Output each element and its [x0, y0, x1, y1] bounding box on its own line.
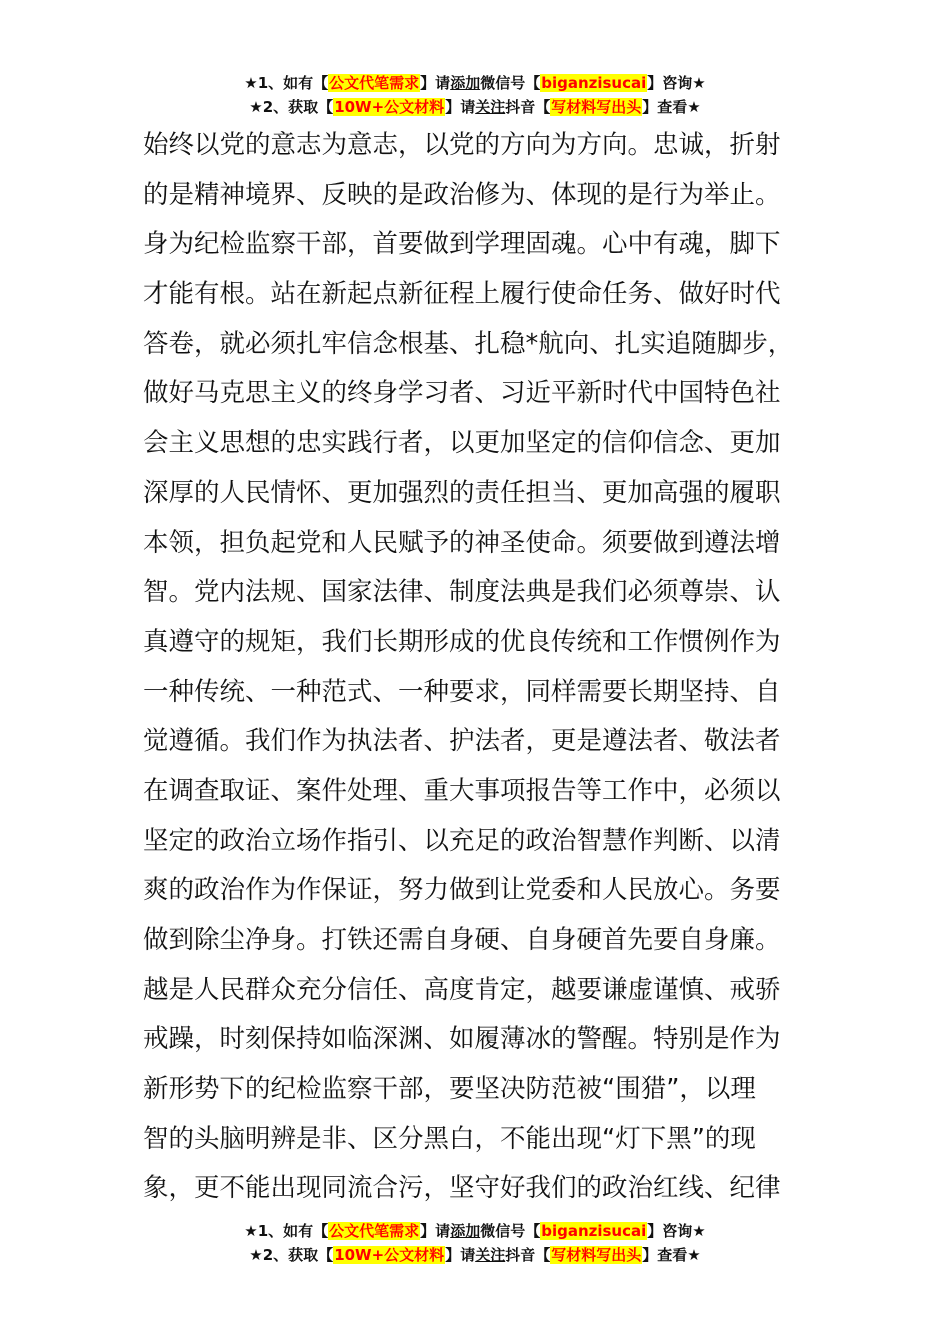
header-line-1	[0, 71, 950, 95]
body-line: 做好马克思主义的终身学习者、习近平新时代中国特色社	[143, 378, 781, 409]
header-line-2-suffix: 】查看★	[642, 98, 701, 116]
body-line: 戒躁，时刻保持如临深渊、如履薄冰的警醒。特别是作为	[143, 1024, 781, 1055]
header-line-2-middle-2: 抖音【	[505, 98, 551, 116]
header-line-2-prefix: ★2、获取【	[249, 98, 334, 116]
body-line: 的是精神境界、反映的是政治修为、体现的是行为举止。	[143, 179, 781, 210]
footer-line-1-highlight-wechat-id: biganzisucai	[541, 1222, 647, 1240]
body-line: 一种传统、一种范式、一种要求，同样需要长期坚持、自	[143, 676, 781, 707]
body-line: 答卷，就必须扎牢信念根基、扎稳*航向、扎实追随脚步，	[143, 328, 794, 359]
footer-line-1-highlight-service: 公文代笔需求	[329, 1222, 420, 1240]
body-line: 坚定的政治立场作指引、以充足的政治智慧作判断、以清	[143, 825, 781, 856]
document-body	[143, 121, 813, 1214]
body-line: 智。党内法规、国家法律、制度法典是我们必须尊崇、认	[143, 577, 781, 608]
body-line: 深厚的人民情怀、更加强烈的责任担当、更加高强的履职	[143, 477, 781, 508]
header-line-1-middle: 】请	[420, 74, 451, 92]
body-line: 爽的政治作为作保证，努力做到让党委和人民放心。务要	[143, 875, 781, 906]
body-line: 真遵守的规矩，我们长期形成的优良传统和工作惯例作为	[143, 626, 781, 657]
body-line: 越是人民群众充分信任、高度肯定，越要谦虚谨慎、戒骄	[143, 974, 781, 1005]
footer-line-2-prefix: ★2、获取【	[249, 1246, 334, 1264]
footer-line-1-middle: 】请	[420, 1222, 451, 1240]
footer-line-1-suffix: 】咨询★	[647, 1222, 706, 1240]
header-line-2-highlight-materials: 10W+公文材料	[334, 98, 445, 116]
footer-line-2-suffix: 】查看★	[642, 1246, 701, 1264]
header-line-2-middle: 】请	[445, 98, 476, 116]
header-banner	[0, 71, 950, 119]
footer-line-2-highlight-materials: 10W+公文材料	[334, 1246, 445, 1264]
header-line-1-prefix: ★1、如有【	[244, 74, 329, 92]
header-line-1-middle-2: 微信号【	[480, 74, 541, 92]
body-line: 做到除尘净身。打铁还需自身硬、自身硬首先要自身廉。	[143, 925, 781, 955]
header-line-2-highlight-account: 写材料写出头	[551, 98, 642, 116]
header-line-1-highlight-service: 公文代笔需求	[329, 74, 420, 92]
body-line: 才能有根。站在新起点新征程上履行使命任务、做好时代	[143, 279, 781, 310]
header-line-1-suffix: 】咨询★	[647, 74, 706, 92]
footer-line-1-prefix: ★1、如有【	[244, 1222, 329, 1240]
body-line: 在调查取证、案件处理、重大事项报告等工作中，必须以	[143, 775, 781, 806]
body-line: 觉遵循。我们作为执法者、护法者，更是遵法者、敬法者	[143, 726, 781, 757]
body-line: 新形势下的纪检监察干部，要坚决防范被“围猎”，以理	[143, 1074, 756, 1105]
header-line-1-underline: 添加	[450, 74, 481, 92]
footer-line-2-highlight-account: 写材料写出头	[551, 1246, 642, 1264]
body-line: 始终以党的意志为意志，以党的方向为方向。忠诚，折射	[143, 130, 781, 160]
footer-line-2	[0, 1243, 950, 1267]
header-line-2	[0, 95, 950, 119]
header-line-1-highlight-wechat-id: biganzisucai	[541, 74, 647, 92]
footer-line-2-underline: 关注	[475, 1246, 506, 1264]
body-line: 本领，担负起党和人民赋予的神圣使命。须要做到遵法增	[143, 527, 781, 558]
footer-line-2-middle: 】请	[445, 1246, 476, 1264]
body-line: 会主义思想的忠实践行者，以更加坚定的信仰信念、更加	[143, 428, 781, 459]
footer-line-2-middle-2: 抖音【	[505, 1246, 551, 1264]
body-line: 象，更不能出现同流合污，坚守好我们的政治红线、纪律	[143, 1173, 781, 1204]
footer-line-1	[0, 1219, 950, 1243]
header-line-2-underline: 关注	[475, 98, 506, 116]
body-line: 身为纪检监察干部，首要做到学理固魂。心中有魂，脚下	[143, 229, 781, 260]
footer-line-1-underline: 添加	[450, 1222, 481, 1240]
footer-banner	[0, 1219, 950, 1267]
footer-line-1-middle-2: 微信号【	[480, 1222, 541, 1240]
body-line: 智的头脑明辨是非、区分黑白，不能出现“灯下黑”的现	[143, 1123, 756, 1154]
